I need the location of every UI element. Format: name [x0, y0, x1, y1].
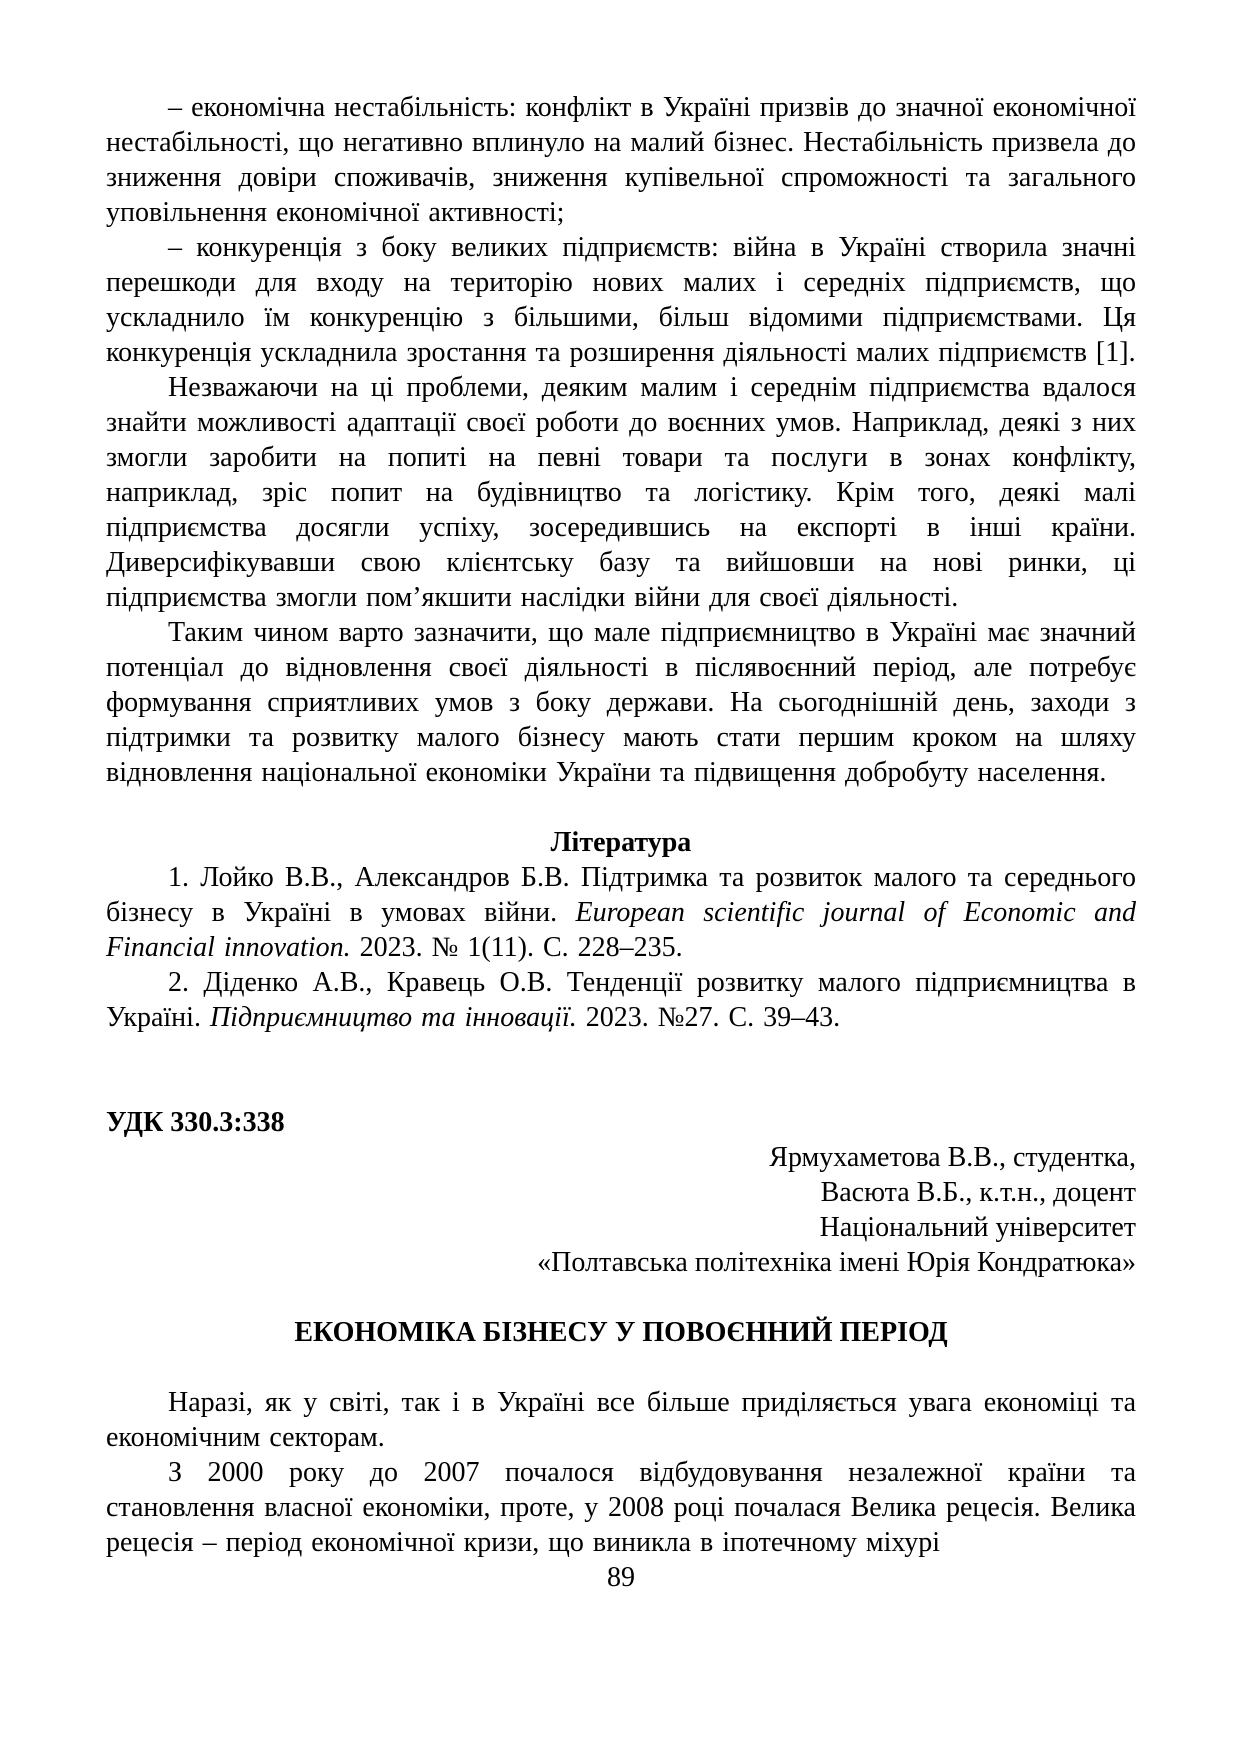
reference-2-journal: Підприємництво та інновації.	[209, 1002, 577, 1033]
reference-1-pages: 2023. № 1(11). С. 228–235.	[350, 932, 683, 963]
paragraph-competition: – конкуренція з боку великих підприємств: війна в Україні створила значні перешкоди для входу на територію нових малих і середніх підприємств, що ускладнило їм конкуренцію з більшими, більш відомими підприємствами. Ця конкуренція ускладнила зростання та розширення діяльності малих підприємств [1].	[106, 232, 1136, 368]
literature-heading: Література	[550, 827, 692, 858]
author-line-university-name: «Полтавська політехніка імені Юрія Кондратюка»	[537, 1247, 1136, 1278]
reference-2-text: 2. Діденко А.В., Кравець О.В. Тенденції розвитку малого підприємництва в Україні.	[106, 967, 1136, 1033]
reference-item-2	[106, 965, 1136, 1035]
paragraph-intro: Наразі, як у світі, так і в Україні все більше приділяється увага економіці та економічним секторам.	[106, 1387, 1136, 1453]
paragraph-economic-instability: – економічна нестабільність: конфлікт в Україні призвів до значної економічної нестабільності, що негативно вплинуло на малий бізнес. Нестабільність призвела до зниження довіри споживачів, зниження купівельної спроможності та загального уповільнення економічної активності;	[106, 92, 1136, 228]
reference-2-pages: 2023. №27. С. 39–43.	[576, 1002, 841, 1033]
author-line-university: Національний університет	[819, 1212, 1136, 1243]
udc-code: УДК 330.3:338	[106, 1107, 285, 1138]
paragraph-conclusion: Таким чином варто зазначити, що мале підприємництво в Україні має значний потенціал до відновлення своєї діяльності в післявоєнний період, але потребує формування сприятливих умов з боку держави. На сьогоднішній день, заходи з підтримки та розвитку малого бізнесу мають стати першим кроком на шляху відновлення національної економіки України та підвищення добробуту населення.	[106, 617, 1136, 788]
page-number: 89	[607, 1562, 635, 1593]
paragraph-adaptation: Незважаючи на ці проблеми, деяким малим і середнім підприємства вдалося знайти можливості адаптації своєї роботи до воєнних умов. Наприклад, деякі з них змогли заробити на попиті на певні товари та послуги в зонах конфлікту, наприклад, зріс попит на будівництво та логістику. Крім того, деякі малі підприємства досягли успіху, зосередившись на експорті в інші країни. Диверсифікувавши свою клієнтську базу та вийшовши на нові ринки, ці підприємства змогли пом’якшити наслідки війни для своєї діяльності.	[106, 372, 1136, 613]
page-content	[106, 90, 1136, 1595]
reference-1-text: 1. Лойко В.В., Александров Б.В. Підтримка та розвиток малого та середнього бізнесу в Україні в умовах війни.	[106, 862, 1136, 928]
article-title: ЕКОНОМІКА БІЗНЕСУ У ПОВОЄННИЙ ПЕРІОД	[294, 1317, 948, 1348]
reference-1-journal: European scientific journal of Economic and Financial innovation.	[106, 897, 1136, 963]
author-line-advisor: Васюта В.Б., к.т.н., доцент	[820, 1177, 1136, 1208]
author-block	[106, 1140, 1136, 1280]
reference-item-1	[106, 860, 1136, 965]
paragraph-recession: З 2000 року до 2007 почалося відбудовування незалежної країни та становлення власної економіки, проте, у 2008 році почалася Велика рецесія. Велика рецесія – період економічної кризи, що виникла в іпотечному міхурі	[106, 1457, 1136, 1558]
author-line-student: Ярмухаметова В.В., студентка,	[769, 1142, 1136, 1173]
